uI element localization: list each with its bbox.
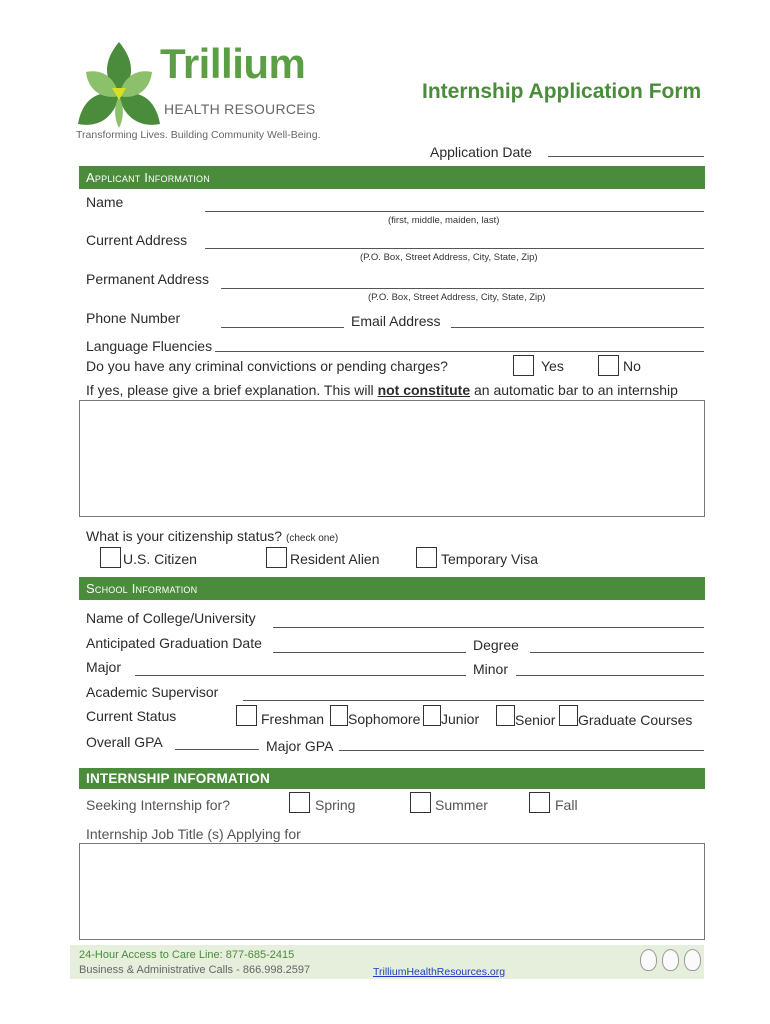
applicant-section-header <box>79 166 705 189</box>
name-label: Name <box>86 194 124 210</box>
gpa-label: Overall GPA <box>86 734 163 750</box>
email-field[interactable] <box>451 327 704 328</box>
criminal-yes-checkbox[interactable] <box>513 355 534 376</box>
applicant-section-title: Applicant Information <box>86 170 210 185</box>
fall-checkbox[interactable] <box>529 792 550 813</box>
explanation-instructions <box>86 382 678 398</box>
accreditation-seal-icon <box>684 949 701 971</box>
junior-checkbox[interactable] <box>423 705 441 726</box>
freshman-checkbox[interactable] <box>236 705 257 726</box>
explanation-prefix: If yes, please give a brief explanation. This will <box>86 382 378 398</box>
phone-label: Phone Number <box>86 310 181 326</box>
business-line: Business & Administrative Calls - 866.998.2597 <box>79 964 311 976</box>
citizen-label: U.S. Citizen <box>123 551 197 567</box>
senior-checkbox[interactable] <box>496 705 515 726</box>
accreditation-seal-icon <box>662 949 679 971</box>
minor-label: Minor <box>473 661 509 677</box>
citizen-checkbox[interactable] <box>100 547 121 568</box>
temporary-visa-label: Temporary Visa <box>441 551 539 567</box>
supervisor-field[interactable] <box>243 700 704 701</box>
form-title: Internship Application Form <box>422 80 702 103</box>
phone-field[interactable] <box>221 327 344 328</box>
senior-label: Senior <box>515 712 556 728</box>
criminal-no-checkbox[interactable] <box>598 355 619 376</box>
application-date-label: Application Date <box>430 144 532 160</box>
freshman-label: Freshman <box>261 711 325 727</box>
permanent-address-label: Permanent Address <box>86 271 209 287</box>
footer <box>70 945 704 979</box>
application-date-field[interactable] <box>548 156 704 157</box>
brand-name: Trillium <box>160 40 306 87</box>
school-section-header <box>79 577 705 600</box>
status-label: Current Status <box>86 708 177 724</box>
care-line: 24-Hour Access to Care Line: 877-685-2415 <box>79 949 295 961</box>
resident-alien-label: Resident Alien <box>290 551 380 567</box>
junior-label: Junior <box>441 711 480 727</box>
minor-field[interactable] <box>516 675 704 676</box>
major-gpa-label: Major GPA <box>266 738 334 754</box>
spring-checkbox[interactable] <box>289 792 310 813</box>
spring-label: Spring <box>315 797 356 813</box>
job-title-label: Internship Job Title (s) Applying for <box>86 826 301 842</box>
degree-field[interactable] <box>530 652 704 653</box>
trillium-logo <box>74 38 164 130</box>
internship-section-header <box>79 768 705 789</box>
supervisor-label: Academic Supervisor <box>86 684 219 700</box>
citizenship-question-row <box>86 528 338 544</box>
temporary-visa-checkbox[interactable] <box>416 547 437 568</box>
sophomore-checkbox[interactable] <box>330 705 348 726</box>
sophomore-label: Sophomore <box>348 711 421 727</box>
major-label: Major <box>86 659 122 675</box>
permanent-address-hint: (P.O. Box, Street Address, City, State, Zip) <box>368 292 546 303</box>
resident-alien-checkbox[interactable] <box>266 547 287 568</box>
graduate-courses-checkbox[interactable] <box>559 705 578 726</box>
graduate-courses-label: Graduate Courses <box>578 712 693 728</box>
gpa-field[interactable] <box>175 749 259 750</box>
criminal-yes-label: Yes <box>541 358 564 374</box>
website-link[interactable]: TrilliumHealthResources.org <box>373 966 506 978</box>
grad-date-field[interactable] <box>273 652 466 653</box>
current-address-field[interactable] <box>205 248 704 249</box>
name-hint: (first, middle, maiden, last) <box>388 215 500 226</box>
explanation-suffix: an automatic bar to an internship <box>470 382 678 398</box>
explanation-emphasis: not constitute <box>377 382 471 398</box>
internship-section-title: INTERNSHIP INFORMATION <box>86 771 270 786</box>
fall-label: Fall <box>555 797 578 813</box>
job-title-textarea[interactable] <box>79 843 705 940</box>
brand-subtitle: HEALTH RESOURCES <box>164 101 316 117</box>
summer-label: Summer <box>435 797 488 813</box>
permanent-address-field[interactable] <box>221 288 704 289</box>
college-field[interactable] <box>273 627 704 628</box>
email-label: Email Address <box>351 313 441 329</box>
citizenship-hint: (check one) <box>285 533 339 544</box>
degree-label: Degree <box>473 637 519 653</box>
citizenship-question: What is your citizenship status? <box>86 528 283 544</box>
grad-date-label: Anticipated Graduation Date <box>86 635 262 651</box>
explanation-textarea[interactable] <box>79 400 705 517</box>
criminal-no-label: No <box>623 358 641 374</box>
criminal-question: Do you have any criminal convictions or pending charges? <box>86 358 448 374</box>
name-field[interactable] <box>205 211 704 212</box>
seeking-label: Seeking Internship for? <box>86 797 230 813</box>
language-field[interactable] <box>215 351 704 352</box>
school-section-title: School Information <box>86 581 198 596</box>
tagline: Transforming Lives. Building Community Well-Being. <box>76 129 321 141</box>
language-label: Language Fluencies <box>86 338 213 354</box>
college-label: Name of College/University <box>86 610 256 626</box>
summer-checkbox[interactable] <box>410 792 431 813</box>
major-gpa-field[interactable] <box>339 750 704 751</box>
major-field[interactable] <box>135 675 466 676</box>
current-address-hint: (P.O. Box, Street Address, City, State, Zip) <box>360 252 538 263</box>
accreditation-seal-icon <box>640 949 657 971</box>
current-address-label: Current Address <box>86 232 188 248</box>
